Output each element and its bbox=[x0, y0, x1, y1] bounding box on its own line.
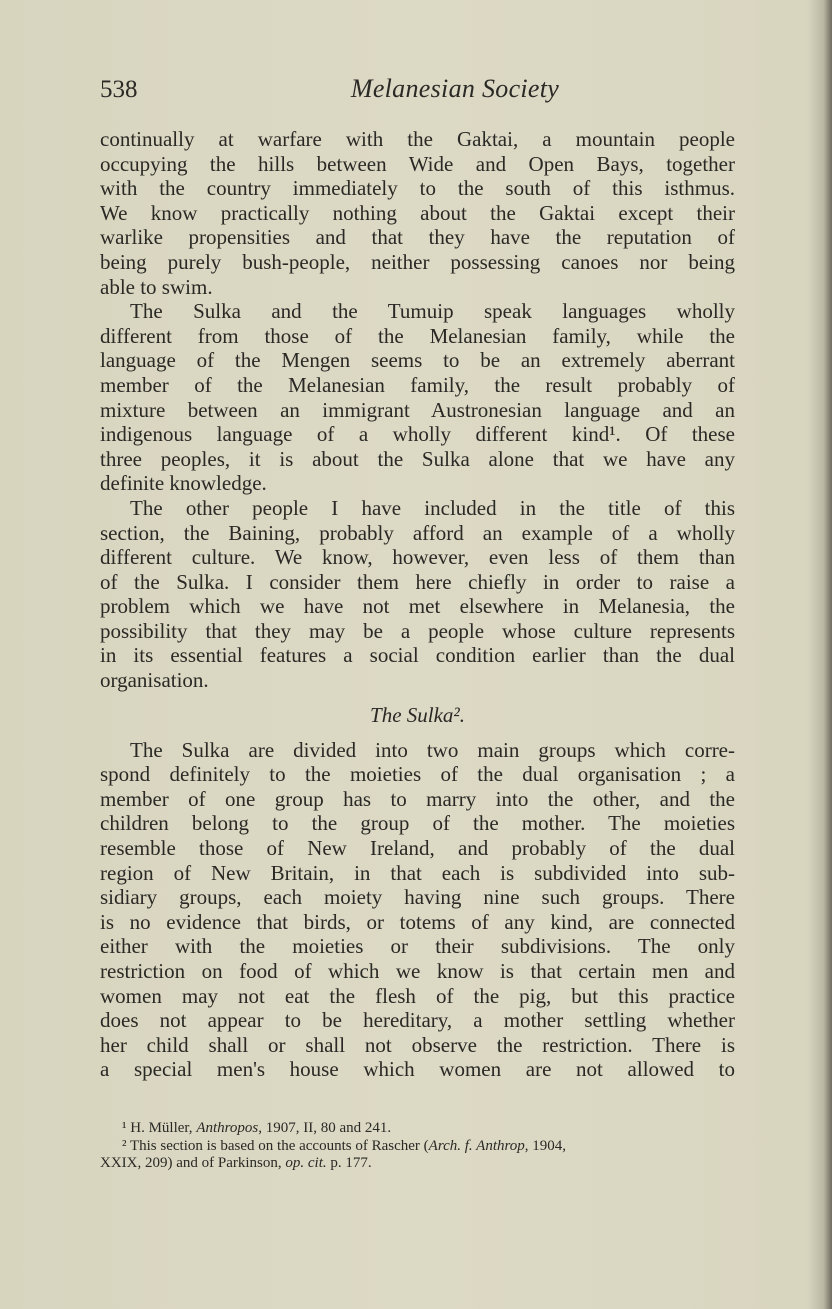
text-line: resemble those of New Ireland, and probably of the dual bbox=[100, 836, 735, 861]
text-line: different from those of the Melanesian family, while the bbox=[100, 323, 735, 348]
paragraph bbox=[100, 299, 735, 496]
text-line: The other people I have included in the title of this bbox=[130, 495, 735, 520]
paragraph bbox=[100, 127, 735, 299]
footnote-1-line bbox=[100, 1120, 735, 1138]
text-line: The Sulka are divided into two main groups which corre- bbox=[130, 737, 735, 762]
text-line: does not appear to be hereditary, a mother settling whether bbox=[100, 1008, 735, 1033]
text-line: occupying the hills between Wide and Open Bays, together bbox=[100, 151, 735, 176]
text-line: problem which we have not met elsewhere in Melanesia, the bbox=[100, 594, 735, 619]
text-line: possibility that they may be a people whose culture represents bbox=[100, 618, 735, 643]
section-heading: The Sulka². bbox=[370, 702, 465, 727]
text-line: with the country immediately to the south of this isthmus. bbox=[100, 176, 735, 201]
footnotes bbox=[100, 1120, 735, 1173]
text-line: warlike propensities and that they have the reputation of bbox=[100, 225, 735, 250]
text-line: spond definitely to the moieties of the dual organisation ; a bbox=[100, 762, 735, 787]
text-line: organisation. bbox=[100, 668, 209, 693]
text-line: her child shall or shall not observe the restriction. There is bbox=[100, 1032, 735, 1057]
text-line: member of the Melanesian family, the result probably of bbox=[100, 372, 735, 397]
text-line: The Sulka and the Tumuip speak languages wholly bbox=[130, 299, 735, 324]
text-line: either with the moieties or their subdivisions. The only bbox=[100, 934, 735, 959]
text-line: continually at warfare with the Gaktai, a mountain people bbox=[100, 127, 735, 151]
text-line: different culture. We know, however, even less of them than bbox=[100, 545, 735, 570]
footnote-text: p. 177. bbox=[326, 1155, 372, 1171]
text-line: three peoples, it is about the Sulka alone that we have any bbox=[100, 446, 735, 471]
text-line: children belong to the group of the mother. The moieties bbox=[100, 811, 735, 836]
footnote-text: XXIX, 209) and of Parkinson, bbox=[100, 1155, 286, 1171]
text-line: is no evidence that birds, or totems of any kind, are connected bbox=[100, 909, 735, 934]
text-line: a special men's house which women are not allowed to bbox=[100, 1057, 735, 1082]
footnote-text: , 1904, bbox=[524, 1137, 567, 1154]
text-line: restriction on food of which we know is that certain men and bbox=[100, 959, 735, 983]
paragraph bbox=[100, 496, 735, 693]
running-title: Melanesian Society bbox=[350, 74, 560, 103]
text-line: able to swim. bbox=[100, 274, 213, 299]
citation-title: Anthropos bbox=[196, 1120, 259, 1136]
text-line: section, the Baining, probably afford an example of a wholly bbox=[100, 520, 735, 545]
citation-title: Arch. f. Anthrop bbox=[428, 1137, 525, 1154]
text-line: indigenous language of a wholly different kind¹. Of these bbox=[100, 422, 735, 447]
text-line: sidiary groups, each moiety having nine such groups. There bbox=[100, 885, 735, 910]
text-line: We know practically nothing about the Gaktai except their bbox=[100, 200, 735, 225]
text-line: of the Sulka. I consider them here chiefly in order to raise a bbox=[100, 569, 735, 594]
paragraphs-after-heading bbox=[100, 738, 735, 1082]
page-number: 538 bbox=[100, 76, 138, 103]
text-line: mixture between an immigrant Austronesian language and an bbox=[100, 397, 735, 422]
footnote-text: ² This section is based on the accounts of Rascher ( bbox=[122, 1137, 429, 1154]
text-line: member of one group has to marry into the other, and the bbox=[100, 786, 735, 811]
text-line: being purely bush-people, neither possessing canoes nor being bbox=[100, 249, 735, 274]
footnote-2-line bbox=[100, 1138, 735, 1156]
paragraph bbox=[100, 738, 735, 1082]
text-line: definite knowledge. bbox=[100, 471, 267, 496]
body-text bbox=[100, 127, 735, 1082]
text-line: in its essential features a social condition earlier than the dual bbox=[100, 643, 735, 668]
paragraphs-before-heading bbox=[100, 127, 735, 693]
footnote-text: , 1907, II, 80 and 241. bbox=[258, 1120, 392, 1136]
citation-title: op. cit. bbox=[285, 1155, 327, 1171]
footnote-2-line bbox=[100, 1155, 735, 1173]
text-line: women may not eat the flesh of the pig, but this practice bbox=[100, 983, 735, 1008]
footnote-text: ¹ H. Müller, bbox=[122, 1120, 197, 1136]
text-line: region of New Britain, in that each is subdivided into sub- bbox=[100, 860, 735, 885]
text-line: language of the Mengen seems to be an extremely aberrant bbox=[100, 348, 735, 373]
